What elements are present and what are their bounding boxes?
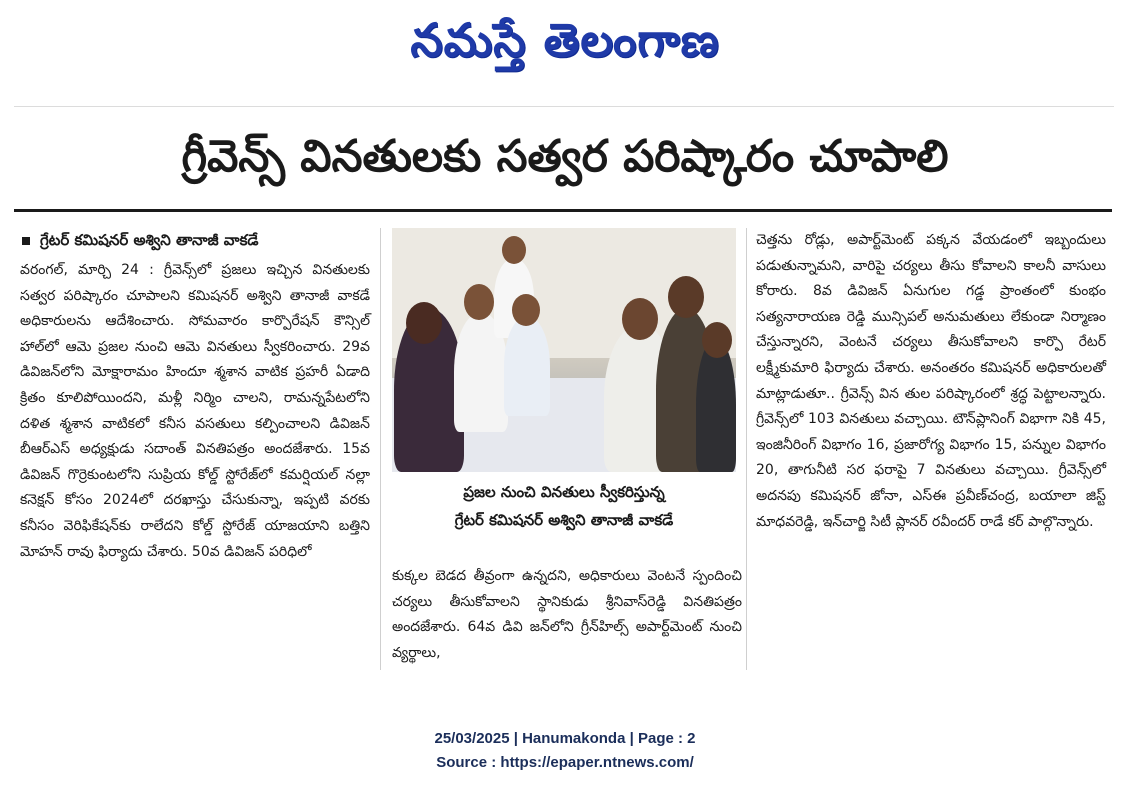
photo-person-head — [406, 302, 442, 344]
byline-text: గ్రేటర్ కమిషనర్ అశ్విని తానాజీ వాకడే — [40, 231, 259, 249]
column-1-text: వరంగల్, మార్చి 24 : గ్రీవెన్స్‌లో ప్రజలు ఇచ్చిన వినతులకు సత్వర పరిష్కారం చూపాలని కమిషనర్ అశ్విని తానాజీ వాకడే అధికారులను ఆదేశించారు. సోమవారం కార్పొరేషన్ కౌన్సిల్ హాల్‌లో ఆమె ప్రజల నుంచి ఆమె వినతులు స్వీకరించారు. 29వ డివిజన్‌లోని మోక్షారామం హిందూ శ్మశాన వాటిక ప్రహరీ ఏడాది క్రితం కూలిపోయిందని, మళ్లీ నిర్మిం చాలని, రామన్నపేటలోని దళిత శ్మశాన వాటికలో కనీస వసతులు కల్పించాలని డివిజన్ బీఆర్ఎస్ అధ్యక్షుడు సదాంత్ వినతిపత్రం అందజేశారు. 15వ డివిజన్ గొర్రెకుంటలోని సుప్రియ కోల్డ్ స్టోరేజ్‌లో కమర్షియల్ నల్లా కనెక్షన్ కోసం 2024లో దరఖాస్తు చేసుకున్నా, ఇప్పటి వరకు కనీసం వెరిఫికేషన్‌కు రాలేదని కోల్డ్ స్టోరేజ్ యాజయాని బత్తిని మోహన్ రావు ఫిర్యాదు చేశారు. 50వ డివిజన్ పరిధిలో — [20, 262, 370, 560]
article-column-1 — [20, 258, 370, 670]
edition-info: 25/03/2025 | Hanumakonda | Page : 2 — [434, 730, 696, 747]
article-column-2 — [392, 564, 742, 670]
headline-rule — [14, 209, 1112, 212]
photo-caption — [392, 478, 736, 550]
photo-person-head — [502, 236, 526, 264]
column-3-text: చెత్తను రోడ్లు, అపార్ట్‌మెంట్ పక్కన వేయడంలో ఇబ్బందులు పడుతున్నామని, వారిపై చర్యలు తీసు కోవాలని కాలనీ వాసులు కోరారు. 8వ డివిజన్ ఏనుగుల గడ్డ ప్రాంతంలో కుంభం సత్యనారాయణ రెడ్డి మున్సిపల్ అనుమతులు లేకుండా నిర్మాణం చేస్తున్నారని, వెంటనే చర్యలు తీసుకోవాలని కార్పొ రేటర్ లక్ష్మీకుమారి ఫిర్యాదు చేశారు. అనంతరం కమిషనర్ అధికారులతో మాట్లాడుతూ.. గ్రీవెన్స్ విన తుల పరిష్కారంలో శ్రద్ధ పెట్టాలన్నారు. గ్రీవెన్స్‌లో 103 వినతులు వచ్చాయి. టౌన్‌ప్లానింగ్ విభాగా నికి 45, ఇంజినీరింగ్ విభాగం 16, ప్రజారోగ్య విభాగం 15, పన్నుల విభాగం 20, తాగునీటి సర ఫరాపై 7 వినతులు వచ్చాయి. గ్రీవెన్స్‌లో అదనపు కమిషనర్ జోనా, ఎస్ఈ ప్రవీణ్‌చంద్ర, బయాలా జిస్ట్ మాధవరెడ్డి, ఇన్‌చార్జి సిటీ ప్లానర్ రవీందర్ రాడే కర్ పాల్గొన్నారు. — [756, 232, 1106, 530]
photo-caption-line: గ్రేటర్ కమిషనర్ అశ్విని తానాజీ వాకడే — [454, 511, 674, 529]
masthead-logo: నమస్తే తెలంగాణ — [410, 13, 720, 67]
source-link[interactable]: Source : https://epaper.ntnews.com/ — [436, 754, 694, 771]
column-divider — [746, 228, 747, 670]
bullet-icon — [22, 237, 30, 245]
photo-person-head — [702, 322, 732, 358]
article-byline — [22, 226, 380, 254]
photo-person-head — [622, 298, 658, 340]
photo-caption-line: ప్రజల నుంచి వినతులు స్వీకరిస్తున్న — [463, 483, 665, 501]
photo-person-head — [512, 294, 540, 326]
column-divider — [380, 228, 381, 670]
photo-person-head — [668, 276, 704, 318]
column-2-text: కుక్కల బెడద తీవ్రంగా ఉన్నదని, అధికారులు వెంటనే స్పందించి చర్యలు తీసుకోవాలని స్థానికుడు శ్రీనివాస్‌రెడ్డి వినతిపత్రం అందజేశారు. 64వ డివి జన్‌లోని గ్రీన్‌హిల్స్ అపార్ట్‌మెంట్ నుంచి వ్యర్థాలు, — [392, 568, 742, 661]
article-headline: గ్రీవెన్స్ వినతులకు సత్వర పరిష్కారం చూపాలి — [181, 131, 949, 182]
photo-person — [696, 338, 736, 472]
photo-person-head — [464, 284, 494, 320]
photo-person — [504, 316, 550, 416]
article-column-3 — [756, 228, 1106, 670]
article-photo — [392, 228, 736, 472]
